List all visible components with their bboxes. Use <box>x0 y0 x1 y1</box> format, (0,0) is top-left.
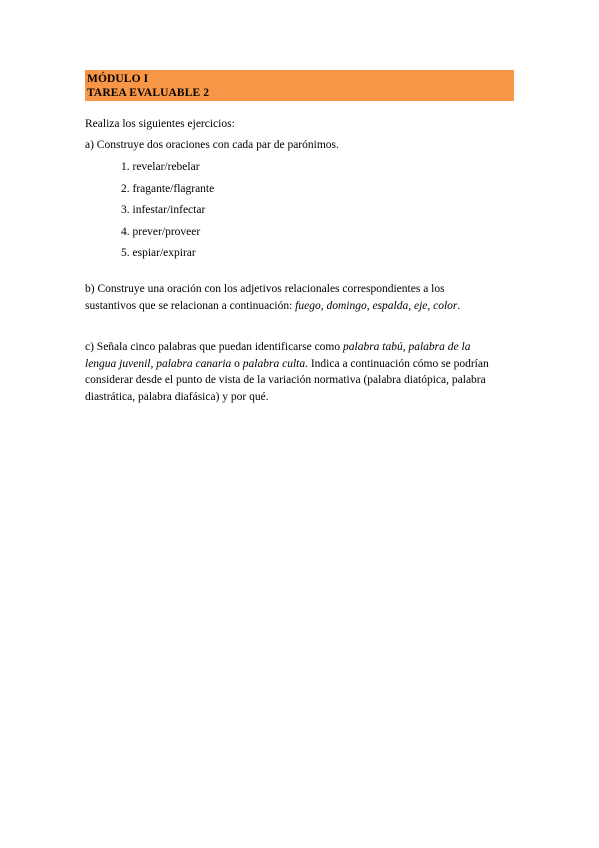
module-title: MÓDULO I <box>87 73 149 85</box>
exercise-b-period: . <box>457 299 461 312</box>
exercise-c <box>85 339 510 405</box>
exercise-c-line4: diastrática, palabra diafásica) y por qué. <box>85 390 269 403</box>
exercise-c-line1 <box>85 339 510 356</box>
exercise-c-term: lengua juvenil, palabra canaria <box>85 357 232 370</box>
paronyms-list <box>121 159 214 267</box>
task-title: TAREA EVALUABLE 2 <box>87 87 210 99</box>
exercise-c-line3: considerar desde el punto de vista de la variación normativa (palabra diatópica, palabra <box>85 374 486 386</box>
exercise-c-term: palabra culta. <box>242 357 308 370</box>
exercise-b-line2 <box>85 298 510 315</box>
exercise-c-term: palabra tabú, palabra de la <box>343 341 471 353</box>
list-item: 2. fragante/flagrante <box>121 182 215 195</box>
exercise-b-line1: b) Construye una oración con los adjetivos relacionales correspondientes a los <box>85 283 445 295</box>
exercise-c-text: o <box>231 357 243 370</box>
list-item: 4. prever/proveer <box>121 225 201 238</box>
exercise-b-nouns: fuego, domingo, espalda, eje, color <box>295 299 458 312</box>
exercise-b <box>85 281 510 314</box>
list-item: 3. infestar/infectar <box>121 204 206 217</box>
exercise-b-text: sustantivos que se relacionan a continuación: <box>85 299 296 312</box>
exercise-c-line2 <box>85 356 510 373</box>
exercise-c-text: Indica a continuación cómo se podrían <box>307 357 489 370</box>
exercise-c-text: c) Señala cinco palabras que puedan identificarse como <box>85 341 343 353</box>
list-item: 1. revelar/rebelar <box>121 161 200 173</box>
intro-text: Realiza los siguientes ejercicios: <box>85 118 235 130</box>
exercise-a-prompt: a) Construye dos oraciones con cada par de parónimos. <box>85 139 339 151</box>
list-item: 5. espiar/expirar <box>121 247 196 260</box>
